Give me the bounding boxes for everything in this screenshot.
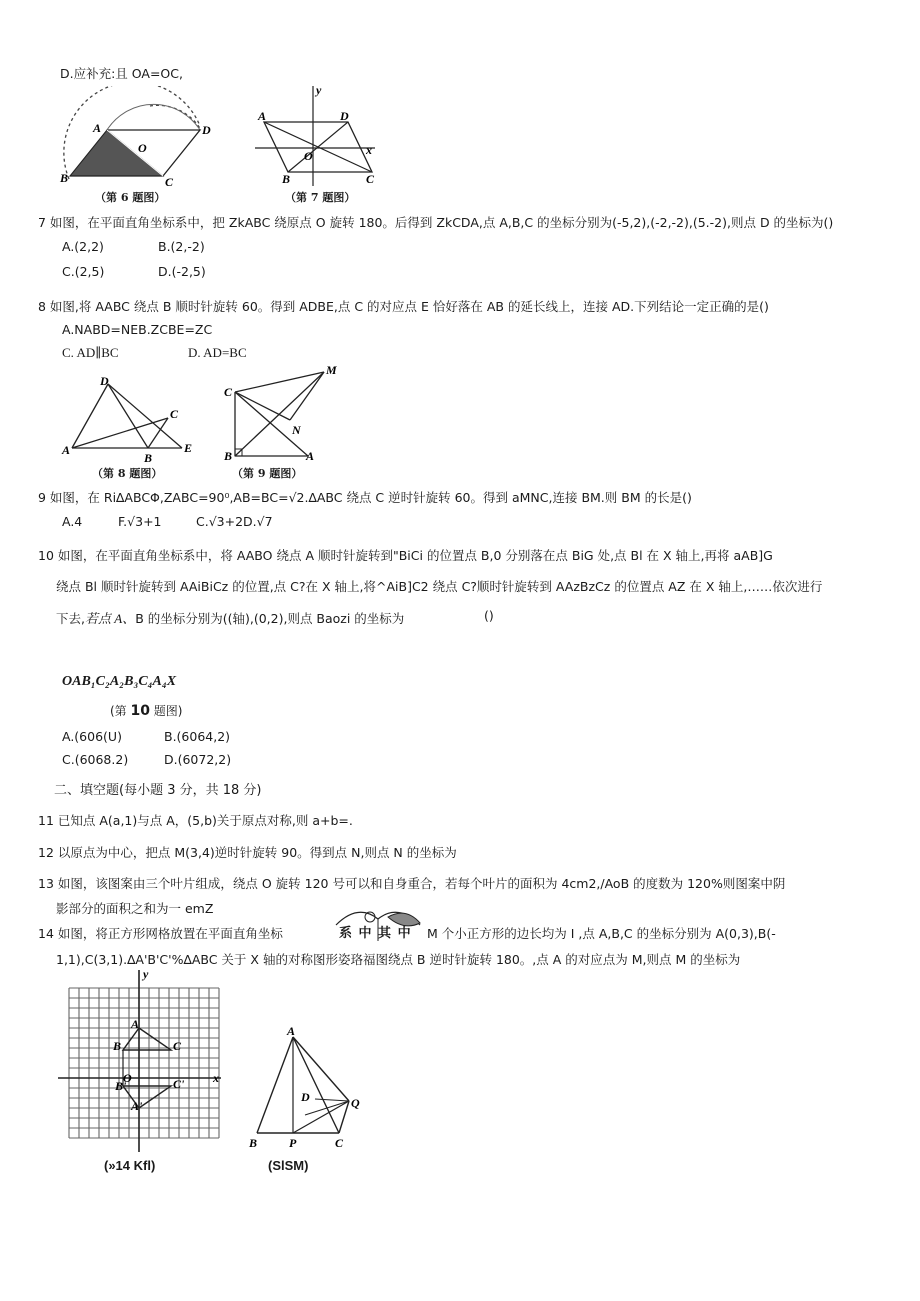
figure-7 — [250, 86, 380, 186]
q10-line-1: 10 如图，在平面直角坐标系中，将 AABO 绕点 A 顺时针旋转到"BiCi 的位置点 B,0 分别落在点 BiG 处,点 Bl 在 X 轴上,再将 aAB]G — [38, 548, 773, 563]
q14-line-2: 1,1),C(3,1).∆A'B'C'%∆ABC 关于 X 轴的对称图形姿珞福图绕点 B 逆时针旋转 180。,点 A 的对应点为 M,则点 M 的坐标为 — [56, 952, 741, 967]
q10-caption-post: 题图) — [149, 704, 183, 718]
q14-line-1b: M 个小正方形的边长均为 I ,点 A,B,C 的坐标分别为 A(0,3),B(- — [427, 926, 776, 941]
svg-text:O: O — [138, 141, 147, 155]
svg-text:A: A — [93, 121, 102, 135]
svg-text:N: N — [292, 423, 301, 437]
svg-text:O: O — [304, 149, 313, 163]
q9-stem: 9 如图，在 Ri∆ABCΦ,ZABC=90⁰,AB=BC=√2.∆ABC 绕点 C 逆时针旋转 60。得到 aMNC,连接 BM.则 BM 的长是() — [38, 490, 692, 505]
q14-line-1a: 14 如图，将正方形网格放置在平面直角坐标 — [38, 926, 283, 941]
q10-figure-caption — [110, 702, 182, 719]
q10-option-c: C.(6068.2) — [62, 752, 129, 767]
svg-text:D: D — [301, 1090, 310, 1104]
svg-text:A: A — [62, 443, 71, 457]
figure-7-caption: （第 7 题图） — [285, 191, 356, 204]
svg-text:B: B — [60, 171, 69, 185]
q10-line-3 — [56, 608, 404, 627]
q7-option-c: C.(2,5) — [62, 264, 105, 279]
q10-line-2: 绕点 Bl 顺时针旋转到 AAiBiCz 的位置,点 C?在 X 轴上,将^AiB]C2 绕点 C?顺时针旋转到 AAzBzCz 的位置点 AZ 在 X 轴上,……依次进行 — [56, 579, 823, 594]
q10-figure-labels: OAB₁C₂A₂B₃C₄A₄X — [62, 674, 177, 689]
svg-text:C: C — [224, 385, 233, 399]
q7-option-b: B.(2,-2) — [158, 239, 205, 254]
svg-text:C: C — [366, 172, 375, 186]
svg-text:A': A' — [131, 1099, 143, 1113]
q7-option-d: D.(-2,5) — [158, 264, 206, 279]
svg-text:Q: Q — [351, 1096, 360, 1110]
svg-text:C: C — [335, 1136, 344, 1150]
svg-text:A: A — [287, 1025, 296, 1038]
q13-line-2: 影部分的面积之和为一 emZ — [56, 901, 214, 916]
svg-text:B': B' — [115, 1079, 127, 1093]
svg-text:E: E — [184, 441, 193, 455]
svg-text:C: C — [173, 1039, 182, 1053]
svg-text:C: C — [170, 407, 179, 421]
q8-stem: 8 如图,将 AABC 绕点 B 顺时针旋转 60。得到 ADBE,点 C 的对应点 E 恰好落在 AB 的延长线上，连接 AD.下列结论一定正确的是() — [38, 299, 769, 314]
svg-text:C': C' — [173, 1077, 185, 1091]
q7-option-a: A.(2,2) — [62, 239, 104, 254]
q12: 12 以原点为中心，把点 M(3,4)逆时针旋转 90。得到点 N,则点 N 的坐标为 — [38, 845, 457, 860]
section-2-heading: 二、填空题(每小题 3 分，共 18 分) — [54, 783, 262, 798]
figure-14-caption: (»14 Kfl) — [104, 1158, 156, 1173]
q10-option-d: D.(6072,2) — [164, 752, 232, 767]
figure-6-caption: （第 6 题图） — [95, 191, 166, 204]
q9-option-c: C.√3+2D.√7 — [196, 514, 273, 529]
svg-text:B: B — [144, 451, 153, 464]
q10-line-3c: B 的坐标分别为((轴),(0,2),则点 Baozi 的坐标为 — [135, 611, 405, 626]
q10-line-3b: 若点 A、 — [84, 611, 136, 626]
q10-option-a: A.(606(U) — [62, 729, 122, 744]
figure-8 — [60, 372, 200, 464]
q13-line-1: 13 如图，该图案由三个叶片组成，绕点 O 旋转 120 号可以和自身重合，若每个叶片的面积为 4cm2,/AoB 的度数为 120%则图案中阴 — [38, 876, 786, 891]
q9-option-b: F.√3+1 — [118, 514, 162, 529]
svg-text:x: x — [213, 1071, 219, 1085]
svg-text:y: y — [316, 86, 322, 97]
svg-text:O: O — [123, 1071, 132, 1085]
svg-text:B: B — [249, 1136, 258, 1150]
figure-15-caption: (SlSM) — [268, 1158, 309, 1173]
svg-text:D: D — [100, 374, 109, 388]
q9-option-a: A.4 — [62, 514, 83, 529]
q10-caption-num: 10 — [130, 703, 150, 719]
figure-9-caption: （第 9 题图） — [232, 467, 303, 480]
svg-text:M: M — [326, 363, 337, 377]
figure-8-caption: （第 8 题图） — [92, 467, 163, 480]
figure-14-grid — [55, 968, 225, 1154]
q10-option-b: B.(6064,2) — [164, 729, 231, 744]
svg-text:A: A — [306, 449, 315, 462]
svg-text:B: B — [282, 172, 291, 186]
q10-line-3a: 下去, — [56, 611, 85, 626]
svg-text:C: C — [165, 175, 174, 189]
q8-option-c: C. AD∥BC — [62, 345, 119, 360]
q8-options-ab: A.NABD=NEB.ZCBE=ZC — [62, 322, 213, 337]
svg-text:A: A — [258, 109, 267, 123]
q10-caption-pre: (第 — [110, 704, 131, 718]
figure-15 — [245, 1025, 375, 1153]
svg-text:B: B — [113, 1039, 122, 1053]
svg-text:P: P — [289, 1136, 297, 1150]
svg-text:A: A — [131, 1017, 140, 1031]
svg-text:B: B — [224, 449, 233, 462]
svg-text:D: D — [202, 123, 211, 137]
svg-text:x: x — [366, 143, 372, 157]
svg-text:y: y — [143, 968, 149, 981]
q7-stem: 7 如图，在平面直角坐标系中，把 ZkABC 绕原点 O 旋转 180。后得到 ZkCDA,点 A,B,C 的坐标分别为(-5,2),(-2,-2),(5.-2),则点 D 的坐标为() — [38, 215, 834, 230]
figure-9 — [220, 362, 350, 462]
q11: 11 已知点 A(a,1)与点 A，(5,b)关于原点对称,则 a+b=. — [38, 813, 353, 828]
q14-inset-text: 系 中 其 中 — [339, 926, 412, 941]
svg-text:D: D — [340, 109, 349, 123]
q6-option-d: D.应补充:且 OA=OC, — [60, 66, 183, 81]
q10-answer-paren: () — [484, 608, 494, 623]
q8-option-d: D. AD=BC — [188, 345, 247, 360]
